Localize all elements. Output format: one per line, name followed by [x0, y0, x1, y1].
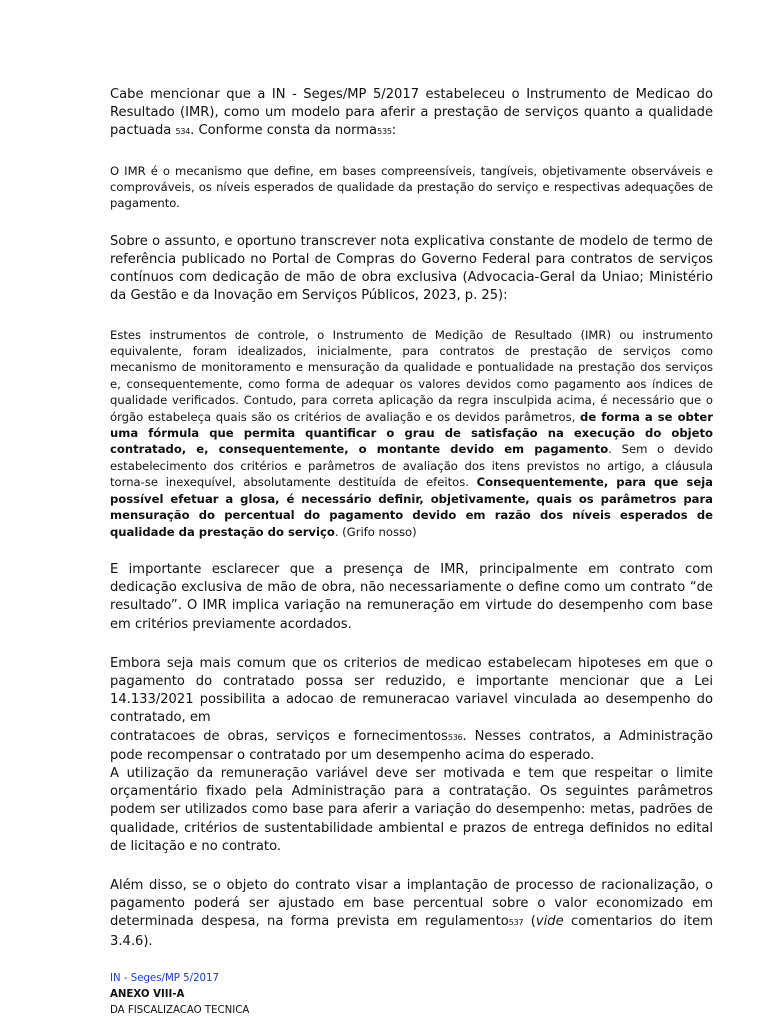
footnote-ref-537[interactable]: 537 [508, 918, 524, 928]
paragraph-imr-intro: Cabe mencionar que a IN - Seges/MP 5/2017 estabeleceu o Instrumento de Medicao do Resultado (IMR), como um modelo para aferir a prestação de serviços quanto a qualidade pactuada 534. Conforme consta da norma535: [110, 87, 713, 139]
reference-footer [110, 971, 713, 1019]
quote-imr-definition: O IMR é o mecanismo que define, em bases compreensíveis, tangíveis, objetivamente observáveis e comprováveis, os níveis esperados de qualidade da prestação do serviço e respectivas adequações de pagamento. [110, 163, 713, 211]
paragraph-imr-clarification: E importante esclarecer que a presença de IMR, principalmente em contrato com dedicação exclusiva de mão de obra, não necessariamente o define como um contrato “de resultado”. O IMR implica variação na remuneração em virtude do desempenho com base em critérios previamente acordados. [110, 561, 713, 632]
footnote-ref-535[interactable]: 535 [377, 127, 392, 137]
section-heading: DA FISCALIZACAO TECNICA [110, 1004, 250, 1016]
annex-heading: ANEXO VIII-A [110, 988, 185, 1000]
paragraph-remuneration-limits: A utilização da remuneração variável deve ser motivada e tem que respeitar o limite orçamentário fixado pela Administração para a contratação. Os seguintes parâmetros podem ser utilizados como base para aferir a variação do desempenho: metas, padrões de qualidade, critérios de sustentabilidade ambiental e prazos de entrega definidos no edital de licitação e no contrato. [110, 765, 713, 854]
paragraph-rationalization: Além disso, se o objeto do contrato visar a implantação de processo de racionalização, o pagamento poderá ser ajustado em base percentual sobre o valor economizado em determinada despesa, na forma prevista em regulamento537 (vide comentarios do item 3.4.6). [110, 877, 713, 949]
paragraph-variable-remuneration: Embora seja mais comum que os criterios de medicao estabelecam hipoteses em que o pagamento do contratado possa ser reduzido, e importante mencionar que a Lei 14.133/2021 possibilita a adocao de remuneracao variavel vinculada ao desempenho do contratado, em contratacoes de obras, serviços e fornecimentos536. Nesses contratos, a Administração pode recompensar o contratado por um desempenho acima do esperado. [110, 655, 713, 763]
document-page [110, 86, 713, 1019]
paragraph-explanatory-note: Sobre o assunto, e oportuno transcrever nota explicativa constante de modelo de termo de referência publicado no Portal de Compras do Governo Federal para contratos de serviços contínuos com dedicação de mão de obra exclusiva (Advocacia-Geral da Uniao; Ministério da Gestão e da Inovação em Serviços Públicos, 2023, p. 25): [110, 233, 713, 304]
footnote-ref-536[interactable]: 536 [447, 732, 463, 742]
footnote-ref-534[interactable]: 534 [175, 127, 191, 137]
quote-control-instruments: Estes instrumentos de controle, o Instrumento de Medição de Resultado (IMR) ou instrumento equivalente, foram idealizados, inicialmente, para contratos de prestação de serviços como mecanismo de monitoramento e mensuração da qualidade e pontualidade na prestação dos serviços e, consequentemente, como forma de adequar os valores devidos como pagamento aos índices de qualidade verificados. Contudo, para correta aplicação da regra insculpida acima, é necessário que o órgão estabeleça quais são os critérios de avaliação e os devidos parâmetros, de forma a se obter uma fórmula que permita quantificar o grau de satisfação na execução do objeto contratado, e, consequentemente, o montante devido em pagamento. Sem o devido estabelecimento dos critérios e parâmetros de avaliação dos itens previstos no artigo, a cláusula torna-se inexequível, absolutamente destituída de efeitos. Consequentemente, para que seja possível efetuar a glosa, é necessário definir, objetivamente, quais os parâmetros para mensuração do percentual do pagamento devido em razão dos níveis esperados de qualidade da prestação do serviço. (Grifo nosso) [110, 327, 713, 539]
bold-emphasis-glosa: Consequentemente, para que seja possível efetuar a glosa, é necessário definir, objetivamente, quais os parâmetros para mensuração do percentual do pagamento devido em razão dos níveis esperados de qualidade da prestação do serviço [110, 475, 713, 539]
bold-emphasis-formula: de forma a se obter uma fórmula que permita quantificar o grau de satisfação na execução do objeto contratado, e, consequentemente, o montante devido em pagamento [110, 409, 713, 457]
reference-link[interactable]: IN - Seges/MP 5/2017 [110, 972, 219, 984]
